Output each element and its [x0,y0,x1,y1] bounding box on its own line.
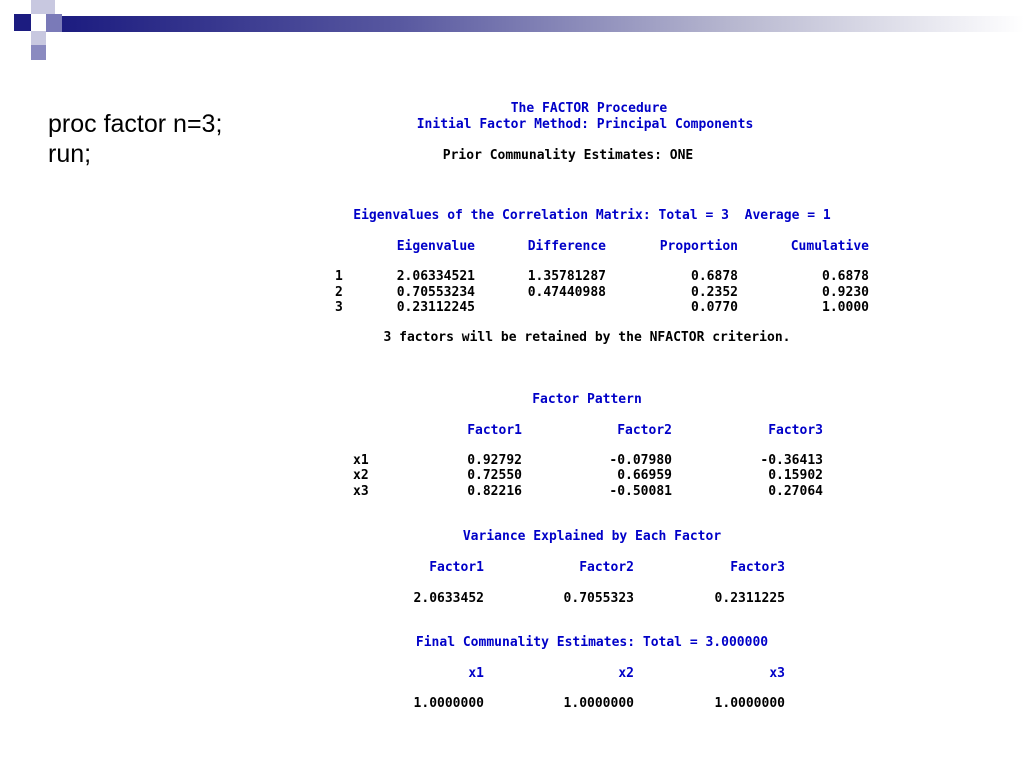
variable-label: x2 [353,468,369,483]
factor-pattern-title: Factor Pattern [532,392,642,407]
loading-cell: -0.50081 [609,484,672,499]
eigenvalues-title: Eigenvalues of the Correlation Matrix: Total = 3 Average = 1 [353,208,831,223]
row-number: 2 [335,285,343,300]
variance-cell: 2.0633452 [413,591,484,606]
final-communality-title: Final Communality Estimates: Total = 3.000000 [415,635,769,650]
communality-cell: 1.0000000 [563,696,634,711]
header-square-decoration [31,31,46,45]
cumulative-cell: 0.9230 [822,285,869,300]
header-square-decoration [14,14,31,31]
eigenvalue-cell: 0.70553234 [396,285,475,300]
difference-cell: 0.47440988 [527,285,606,300]
loading-cell: 0.66959 [617,468,672,483]
col-header: x3 [769,666,785,681]
header-square-decoration [46,14,62,32]
proportion-cell: 0.0770 [691,300,738,315]
code-line: proc factor n=3; [48,110,223,138]
col-header: Eigenvalue [396,239,475,254]
communality-cell: 1.0000000 [714,696,785,711]
variance-title: Variance Explained by Each Factor [462,529,722,544]
col-header: Factor2 [617,423,672,438]
difference-cell: 1.35781287 [527,269,606,284]
loading-cell: 0.82216 [467,484,522,499]
loading-cell: -0.36413 [760,453,823,468]
loading-cell: 0.27064 [768,484,823,499]
eigenvalue-cell: 0.23112245 [396,300,475,315]
variable-label: x1 [353,453,369,468]
procedure-title: The FACTOR Procedure [510,101,668,116]
nfactor-note: 3 factors will be retained by the NFACTOR criterion. [383,330,791,345]
cumulative-cell: 0.6878 [822,269,869,284]
communality-cell: 1.0000000 [413,696,484,711]
variance-cell: 0.7055323 [563,591,634,606]
proportion-cell: 0.2352 [691,285,738,300]
variance-cell: 0.2311225 [714,591,785,606]
header-gradient-bar [62,16,1024,32]
col-header: x2 [618,666,634,681]
col-header: Factor1 [467,423,522,438]
col-header: Proportion [659,239,738,254]
loading-cell: 0.72550 [467,468,522,483]
prior-communality: Prior Communality Estimates: ONE [442,148,694,163]
col-header: Factor3 [730,560,785,575]
loading-cell: -0.07980 [609,453,672,468]
col-header: x1 [468,666,484,681]
eigenvalue-cell: 2.06334521 [396,269,475,284]
row-number: 1 [335,269,343,284]
header-square-decoration [31,45,46,60]
cumulative-cell: 1.0000 [822,300,869,315]
sas-code [48,109,222,169]
col-header: Factor1 [429,560,484,575]
loading-cell: 0.92792 [467,453,522,468]
col-header: Difference [527,239,606,254]
row-number: 3 [335,300,343,315]
loading-cell: 0.15902 [768,468,823,483]
col-header: Factor2 [579,560,634,575]
header-square-decoration [39,0,55,14]
proportion-cell: 0.6878 [691,269,738,284]
procedure-subtitle: Initial Factor Method: Principal Components [416,117,754,132]
col-header: Cumulative [790,239,869,254]
code-line: run; [48,140,92,168]
variable-label: x3 [353,484,369,499]
col-header: Factor3 [768,423,823,438]
